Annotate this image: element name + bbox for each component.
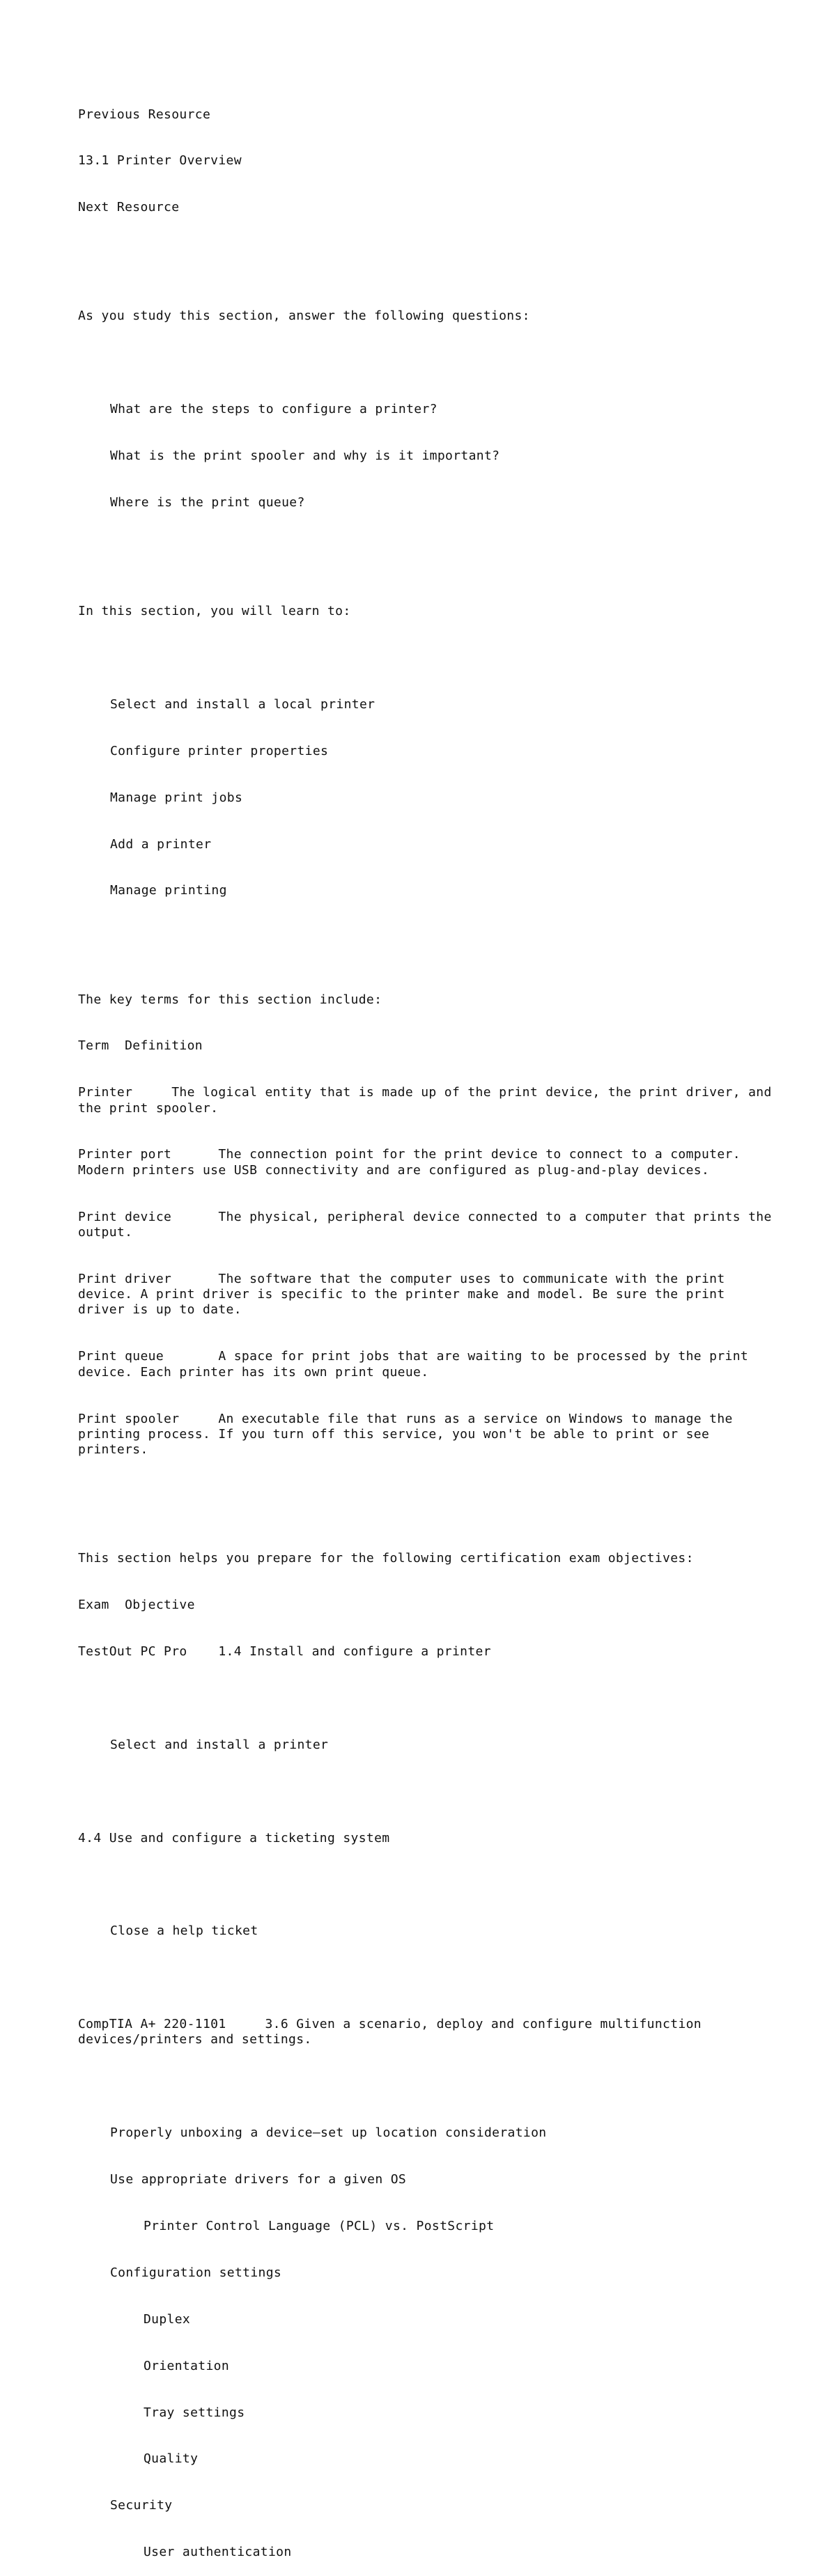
- spacer: [78, 2079, 775, 2094]
- learn-intro: In this section, you will learn to:: [78, 604, 351, 619]
- learn-item: Manage print jobs: [110, 790, 243, 805]
- comptia-subitem: Tray settings: [144, 2405, 245, 2420]
- term-row-printer-port: Printer port The connection point for the print device to connect to a computer. Modern printers use USB connectivity and are configured as plug-and-play devices.: [78, 1147, 749, 1178]
- learn-item: Add a printer: [110, 836, 212, 852]
- term-row-print-queue: Print queue A space for print jobs that are waiting to be processed by the print device. Each printer has its own print queue.: [78, 1349, 757, 1380]
- spacer: [78, 1784, 775, 1800]
- spacer: [78, 1970, 775, 1985]
- learn-item: Select and install a local printer: [110, 696, 376, 712]
- term-row-print-driver: Print driver The software that the computer uses to communicate with the print device. A print driver is specific to the printer make and model. Be sure the print driver is up to date.: [78, 1271, 733, 1318]
- exam-testout-objective: 4.4 Use and configure a ticketing system: [78, 1830, 390, 1845]
- spacer: [78, 930, 775, 945]
- terms-intro: The key terms for this section include:: [78, 992, 382, 1007]
- learn-item: Configure printer properties: [110, 743, 329, 758]
- exam-testout-line: TestOut PC Pro 1.4 Install and configure a printer: [78, 1644, 491, 1659]
- comptia-item: Configuration settings: [110, 2265, 282, 2280]
- study-question: What is the print spooler and why is it important?: [110, 448, 500, 464]
- comptia-subitem: Printer Control Language (PCL) vs. PostScript: [144, 2218, 495, 2233]
- exam-intro: This section helps you prepare for the following certification exam objectives:: [78, 1551, 694, 1566]
- spacer: [78, 355, 775, 370]
- spacer: [78, 542, 775, 557]
- comptia-subitem: Quality: [144, 2451, 199, 2467]
- comptia-subitem: Duplex: [144, 2311, 191, 2327]
- document-page: [78, 76, 780, 2576]
- comptia-item: Security: [110, 2498, 173, 2513]
- term-row-print-device: Print device The physical, peripheral device connected to a computer that prints the output.: [78, 1209, 780, 1240]
- exam-header: Exam Objective: [78, 1598, 195, 1613]
- comptia-item: Properly unboxing a device—set up location consideration: [110, 2125, 547, 2141]
- comptia-subitem: User authentication: [144, 2545, 292, 2560]
- exam-testout-sub: Close a help ticket: [110, 1923, 258, 1939]
- comptia-item: Use appropriate drivers for a given OS: [110, 2172, 407, 2187]
- term-row-printer: Printer The logical entity that is made up of the print device, the print driver, and the print spooler.: [78, 1085, 780, 1116]
- exam-comptia-line: CompTIA A+ 220-1101 3.6 Given a scenario, deploy and configure multifunction devices/printers and settings.: [78, 2017, 710, 2047]
- study-question: What are the steps to configure a printer?: [110, 402, 438, 417]
- next-resource-link[interactable]: Next Resource: [78, 200, 180, 215]
- study-question: Where is the print queue?: [110, 495, 305, 510]
- spacer: [78, 247, 775, 262]
- spacer: [78, 1877, 775, 1892]
- spacer: [78, 1691, 775, 1706]
- previous-resource-link[interactable]: Previous Resource: [78, 107, 211, 122]
- exam-testout-sub: Select and install a printer: [110, 1737, 329, 1752]
- spacer: [78, 1489, 775, 1504]
- spacer: [78, 650, 775, 666]
- page-title: 13.1 Printer Overview: [78, 153, 242, 169]
- study-intro: As you study this section, answer the following questions:: [78, 309, 530, 324]
- learn-item: Manage printing: [110, 883, 227, 898]
- term-row-print-spooler: Print spooler An executable file that runs as a service on Windows to manage the printing process. If you turn off this service, you won't be able to print or see printers.: [78, 1411, 741, 1458]
- comptia-subitem: Orientation: [144, 2358, 230, 2373]
- terms-header: Term Definition: [78, 1038, 203, 1054]
